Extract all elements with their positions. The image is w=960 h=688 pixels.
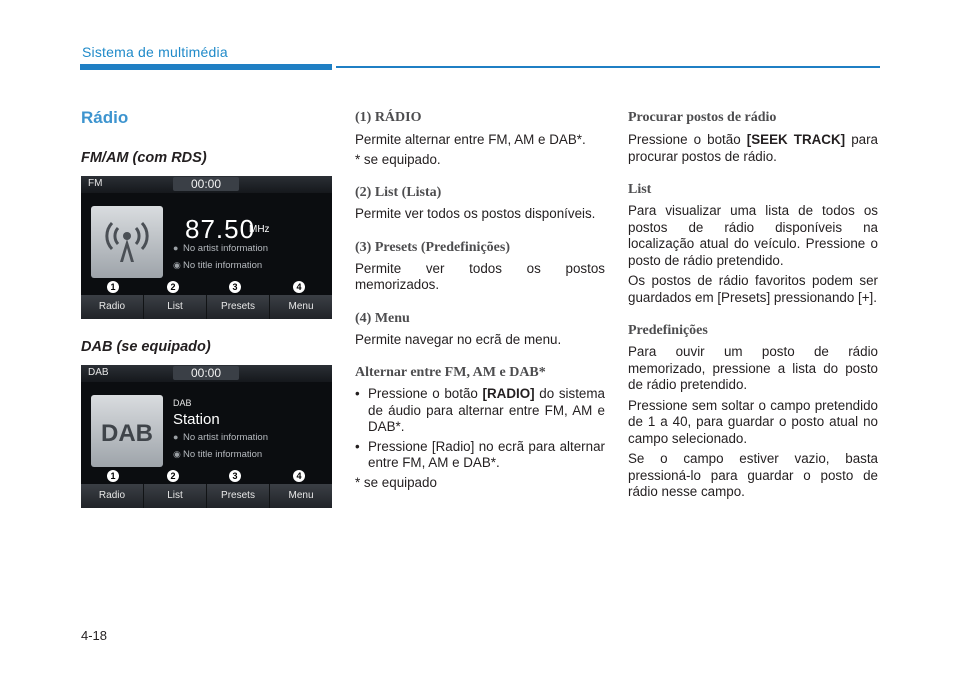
list-heading: List <box>628 182 652 197</box>
menu-heading: (4) Menu <box>355 310 410 326</box>
search-text-part: para procurar postos de rádio. <box>628 132 878 164</box>
section-title: Rádio <box>81 108 129 127</box>
marker-3: 3 <box>229 281 241 293</box>
header-rule-thin <box>336 66 880 68</box>
header-rule-thick <box>80 64 332 70</box>
note: * se equipado <box>355 474 437 490</box>
marker-2: 2 <box>167 281 179 293</box>
bullet-text: Pressione o botão <box>368 386 483 401</box>
artist-text: No artist information <box>183 243 269 254</box>
title-info <box>173 260 262 271</box>
radio-note: * se equipado. <box>355 151 441 167</box>
marker-1: 1 <box>107 470 119 482</box>
frequency: 87.50 <box>185 214 256 244</box>
frequency-unit: MHz <box>249 224 270 235</box>
music-disc-icon: ◉ <box>173 449 181 459</box>
radio-text: Permite alternar entre FM, AM e DAB*. <box>355 132 586 147</box>
marker-1: 1 <box>107 281 119 293</box>
menu-text: Permite navegar no ecrã de menu. <box>355 331 562 347</box>
person-icon: ● <box>173 243 179 253</box>
right-column <box>628 110 878 501</box>
screen-status-bar <box>81 176 332 193</box>
title-info <box>173 449 262 460</box>
presets-paragraph-1: Para ouvir um posto de rádio memorizado, pressione a lista do posto de rádio pretendido. <box>628 344 878 392</box>
menu-button[interactable]: Menu <box>288 301 314 312</box>
bullet-item <box>355 386 605 436</box>
music-disc-icon: ◉ <box>173 260 181 270</box>
presets-paragraph-2: Pressione sem soltar o campo pretendido de 1 a 40, para guardar o posto atual no campo selecionado. <box>628 397 878 446</box>
radio-button[interactable]: Radio <box>81 295 144 319</box>
page-number: 4-18 <box>81 628 108 643</box>
list-paragraph-1: Para visualizar uma lista de todos os postos de rádio disponíveis na localização atual do veículo. Pressione o posto de rádio pretendido. <box>628 203 878 268</box>
presets-paragraph-3: Se o campo estiver vazio, basta pressioná-lo para guardar o posto de rádio nesse campo. <box>628 451 878 499</box>
presets-text: Permite ver todos os postos memorizados. <box>355 260 605 292</box>
artist-info <box>173 432 268 443</box>
radio-key: [RADIO] <box>482 386 535 401</box>
list-text: Permite ver todos os postos disponíveis. <box>355 206 596 221</box>
mode-label: DAB <box>88 367 109 378</box>
dab-label: DAB <box>173 398 192 408</box>
bullet-item: • Pressione [Radio] no ecrã para alternar entre FM, AM e DAB*. <box>355 439 605 472</box>
clock: 00:00 <box>173 366 239 380</box>
search-text-part: Pressione o botão <box>628 132 747 147</box>
dab-radio-screen <box>81 365 332 508</box>
middle-column <box>355 110 605 491</box>
antenna-icon <box>91 206 163 278</box>
list-paragraph-2: Os postos de rádio favoritos podem ser guardados em [Presets] pressionando [+]. <box>628 273 878 305</box>
marker-4: 4 <box>293 281 305 293</box>
svg-text:DAB: DAB <box>101 420 153 447</box>
station-name: Station <box>173 411 220 428</box>
dab-logo-icon <box>91 395 163 467</box>
artist-text: No artist information <box>183 432 269 443</box>
marker-4: 4 <box>293 470 305 482</box>
presets-button[interactable]: Presets <box>207 484 270 508</box>
person-icon: ● <box>173 432 179 442</box>
list-button[interactable]: List <box>144 295 207 319</box>
seek-track-key: [SEEK TRACK] <box>746 132 846 147</box>
artist-info <box>173 243 268 254</box>
dab-subtitle: DAB (se equipado) <box>81 339 211 355</box>
clock: 00:00 <box>173 177 239 191</box>
radio-button[interactable]: Radio <box>81 484 144 508</box>
list-button[interactable]: List <box>144 484 207 508</box>
radio-heading: (1) RÁDIO <box>355 110 422 125</box>
chapter-title: Sistema de multimédia <box>82 44 228 60</box>
fm-radio-screen <box>81 176 332 319</box>
mode-label: FM <box>88 178 103 189</box>
presets-button[interactable]: Presets <box>207 295 270 319</box>
marker-2: 2 <box>167 470 179 482</box>
presets-heading: Predefinições <box>628 323 708 338</box>
title-text: No title information <box>183 260 263 271</box>
screen-button-bar <box>81 484 332 508</box>
menu-button[interactable]: Menu <box>288 490 314 501</box>
title-text: No title information <box>183 449 263 460</box>
fm-subtitle: FM/AM (com RDS) <box>81 150 207 166</box>
list-heading: (2) List (Lista) <box>355 185 442 200</box>
screen-button-bar <box>81 295 332 319</box>
search-text <box>628 132 878 165</box>
bullet-text: do sistema de áudio para alternar entre FM, AM e DAB*. <box>368 386 605 434</box>
switch-heading: Alternar entre FM, AM e DAB* <box>355 365 546 380</box>
search-heading: Procurar postos de rádio <box>628 110 777 125</box>
presets-heading: (3) Presets (Predefinições) <box>355 239 510 255</box>
screen-status-bar <box>81 365 332 382</box>
marker-3: 3 <box>229 470 241 482</box>
